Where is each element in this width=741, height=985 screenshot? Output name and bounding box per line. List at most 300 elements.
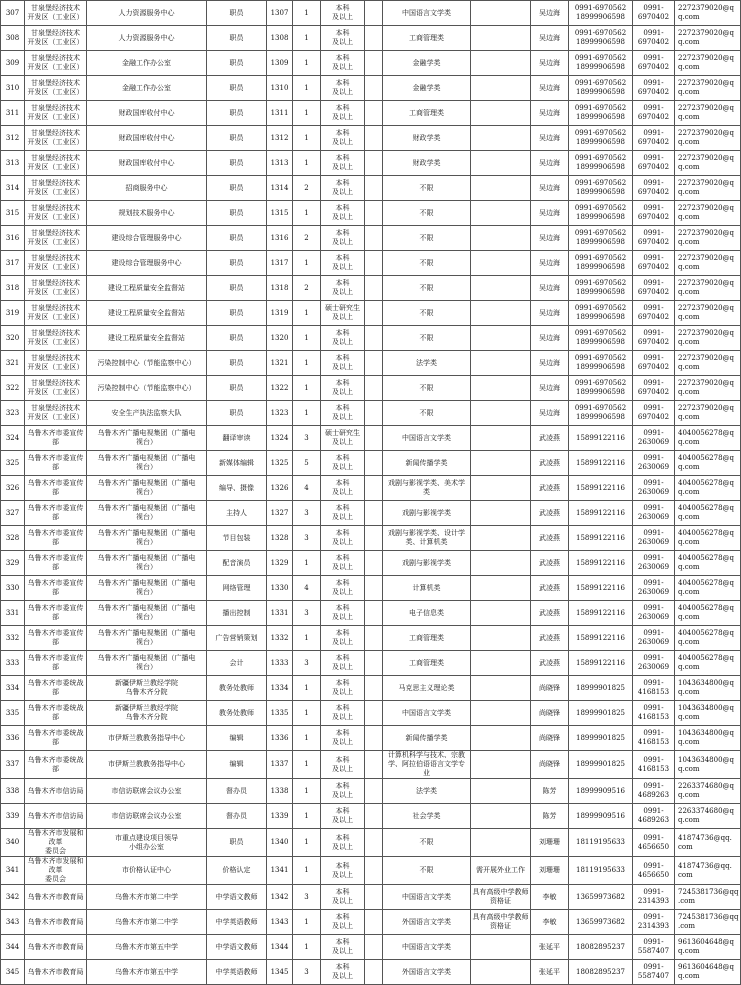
table-row — [1, 26, 741, 51]
other-requirements-cell — [471, 126, 531, 151]
headcount-cell: 1 — [293, 326, 321, 351]
row-number-cell: 336 — [1, 726, 25, 751]
degree-cell — [365, 401, 383, 426]
unit-cell: 乌鲁木齐广播电视集团（广播电 视台） — [87, 576, 207, 601]
email-cell: 4040056278@q q.com — [675, 551, 741, 576]
fax-cell: 0991- 2630069 — [633, 551, 675, 576]
position-code-cell: 1320 — [267, 326, 293, 351]
unit-cell: 市重点建设项目领导 小组办公室 — [87, 829, 207, 857]
contact-person-cell: 武凌燕 — [531, 626, 569, 651]
email-cell: 4040056278@q q.com — [675, 476, 741, 501]
degree-cell — [365, 526, 383, 551]
education-cell: 本科 及以上 — [321, 126, 365, 151]
department-cell: 甘泉堡经济技术 开发区（工业区） — [25, 176, 87, 201]
fax-cell: 0991- 5587407 — [633, 960, 675, 985]
fax-cell: 0991- 6970402 — [633, 176, 675, 201]
education-cell: 本科 及以上 — [321, 857, 365, 885]
table-row — [1, 626, 741, 651]
education-cell: 本科 及以上 — [321, 226, 365, 251]
table-row — [1, 51, 741, 76]
contact-phone-cell: 18119195633 — [569, 829, 633, 857]
major-cell: 中国语言文学类 — [383, 426, 471, 451]
row-number-cell: 308 — [1, 26, 25, 51]
email-cell: 2272379020@q q.com — [675, 326, 741, 351]
email-cell: 41874736@qq. com — [675, 829, 741, 857]
department-cell: 乌鲁木齐市委统战部 — [25, 751, 87, 779]
other-requirements-cell — [471, 376, 531, 401]
headcount-cell: 1 — [293, 726, 321, 751]
education-cell: 本科 及以上 — [321, 601, 365, 626]
degree-cell — [365, 426, 383, 451]
degree-cell — [365, 701, 383, 726]
unit-cell: 建设工程质量安全监督站 — [87, 326, 207, 351]
email-cell: 2272379020@q q.com — [675, 101, 741, 126]
unit-cell: 人力资源服务中心 — [87, 1, 207, 26]
position-cell: 翻译审读 — [207, 426, 267, 451]
row-number-cell: 307 — [1, 1, 25, 26]
contact-person-cell: 陈芳 — [531, 804, 569, 829]
department-cell: 甘泉堡经济技术 开发区（工业区） — [25, 401, 87, 426]
major-cell: 新闻传播学类 — [383, 451, 471, 476]
headcount-cell: 2 — [293, 176, 321, 201]
major-cell: 计算机类 — [383, 576, 471, 601]
headcount-cell: 1 — [293, 51, 321, 76]
contact-person-cell: 武凌燕 — [531, 451, 569, 476]
other-requirements-cell — [471, 701, 531, 726]
email-cell: 2272379020@q q.com — [675, 351, 741, 376]
major-cell: 中国语言文学类 — [383, 935, 471, 960]
position-cell: 职员 — [207, 76, 267, 101]
contact-phone-cell: 15899122116 — [569, 476, 633, 501]
unit-cell: 乌鲁木齐市第二中学 — [87, 885, 207, 910]
other-requirements-cell — [471, 804, 531, 829]
position-cell: 职员 — [207, 401, 267, 426]
table-row — [1, 326, 741, 351]
contact-person-cell: 李敏 — [531, 910, 569, 935]
contact-phone-cell: 0991-6970562 18999906598 — [569, 1, 633, 26]
degree-cell — [365, 1, 383, 26]
degree-cell — [365, 126, 383, 151]
email-cell: 2272379020@q q.com — [675, 26, 741, 51]
major-cell: 法学类 — [383, 351, 471, 376]
unit-cell: 乌鲁木齐市第二中学 — [87, 910, 207, 935]
fax-cell: 0991- 4689263 — [633, 804, 675, 829]
other-requirements-cell — [471, 1, 531, 26]
row-number-cell: 316 — [1, 226, 25, 251]
table-row — [1, 701, 741, 726]
other-requirements-cell — [471, 626, 531, 651]
row-number-cell: 310 — [1, 76, 25, 101]
position-code-cell: 1313 — [267, 151, 293, 176]
row-number-cell: 309 — [1, 51, 25, 76]
contact-person-cell: 尚晓锋 — [531, 676, 569, 701]
other-requirements-cell — [471, 401, 531, 426]
major-cell: 戏剧与影视学类、设计学 类、计算机类 — [383, 526, 471, 551]
major-cell: 中国语言文学类 — [383, 701, 471, 726]
unit-cell: 建设综合管理服务中心 — [87, 251, 207, 276]
other-requirements-cell — [471, 326, 531, 351]
contact-phone-cell: 18082895237 — [569, 935, 633, 960]
table-row — [1, 779, 741, 804]
fax-cell: 0991- 2630069 — [633, 451, 675, 476]
position-cell: 职员 — [207, 226, 267, 251]
email-cell: 2263374680@q q.com — [675, 779, 741, 804]
major-cell: 不限 — [383, 226, 471, 251]
department-cell: 甘泉堡经济技术 开发区（工业区） — [25, 251, 87, 276]
email-cell: 2272379020@q q.com — [675, 301, 741, 326]
contact-phone-cell: 15899122116 — [569, 526, 633, 551]
table-row — [1, 526, 741, 551]
fax-cell: 0991- 4168153 — [633, 701, 675, 726]
fax-cell: 0991- 2630069 — [633, 576, 675, 601]
position-cell: 职员 — [207, 26, 267, 51]
headcount-cell: 1 — [293, 201, 321, 226]
contact-person-cell: 吴边海 — [531, 326, 569, 351]
email-cell: 7245381736@qq .com — [675, 885, 741, 910]
contact-phone-cell: 13659973682 — [569, 885, 633, 910]
major-cell: 工商管理类 — [383, 26, 471, 51]
position-cell: 编导、摄像 — [207, 476, 267, 501]
headcount-cell: 1 — [293, 1, 321, 26]
department-cell: 乌鲁木齐市委宣传部 — [25, 501, 87, 526]
other-requirements-cell — [471, 251, 531, 276]
email-cell: 2272379020@q q.com — [675, 51, 741, 76]
contact-person-cell: 吴边海 — [531, 251, 569, 276]
contact-phone-cell: 18999909516 — [569, 804, 633, 829]
contact-person-cell: 吴边海 — [531, 226, 569, 251]
degree-cell — [365, 101, 383, 126]
unit-cell: 金融工作办公室 — [87, 76, 207, 101]
email-cell: 9613604648@q q.com — [675, 935, 741, 960]
fax-cell: 0991- 2630069 — [633, 526, 675, 551]
email-cell: 2272379020@q q.com — [675, 201, 741, 226]
fax-cell: 0991- 6970402 — [633, 126, 675, 151]
table-row — [1, 426, 741, 451]
row-number-cell: 338 — [1, 779, 25, 804]
position-cell: 职员 — [207, 326, 267, 351]
row-number-cell: 333 — [1, 651, 25, 676]
department-cell: 乌鲁木齐市委宣传部 — [25, 626, 87, 651]
fax-cell: 0991- 2630069 — [633, 601, 675, 626]
education-cell: 本科 及以上 — [321, 885, 365, 910]
department-cell: 甘泉堡经济技术 开发区（工业区） — [25, 151, 87, 176]
email-cell: 1043634800@q q.com — [675, 726, 741, 751]
education-cell: 本科 及以上 — [321, 1, 365, 26]
education-cell: 硕士研究生 及以上 — [321, 426, 365, 451]
fax-cell: 0991- 6970402 — [633, 151, 675, 176]
contact-person-cell: 吴边海 — [531, 26, 569, 51]
unit-cell: 乌鲁木齐广播电视集团（广播电 视台） — [87, 601, 207, 626]
education-cell: 本科 及以上 — [321, 251, 365, 276]
contact-phone-cell: 0991-6970562 18999906598 — [569, 76, 633, 101]
contact-phone-cell: 0991-6970562 18999906598 — [569, 276, 633, 301]
unit-cell: 财政国库收付中心 — [87, 126, 207, 151]
headcount-cell: 4 — [293, 576, 321, 601]
headcount-cell: 1 — [293, 301, 321, 326]
contact-person-cell: 吴边海 — [531, 151, 569, 176]
degree-cell — [365, 626, 383, 651]
other-requirements-cell — [471, 76, 531, 101]
major-cell: 法学类 — [383, 779, 471, 804]
email-cell: 7245381736@qq .com — [675, 910, 741, 935]
education-cell: 本科 及以上 — [321, 501, 365, 526]
unit-cell: 金融工作办公室 — [87, 51, 207, 76]
row-number-cell: 341 — [1, 857, 25, 885]
major-cell: 不限 — [383, 176, 471, 201]
contact-person-cell: 吴边海 — [531, 401, 569, 426]
contact-phone-cell: 0991-6970562 18999906598 — [569, 151, 633, 176]
headcount-cell: 3 — [293, 885, 321, 910]
row-number-cell: 315 — [1, 201, 25, 226]
fax-cell: 0991- 6970402 — [633, 76, 675, 101]
education-cell: 本科 及以上 — [321, 804, 365, 829]
unit-cell: 乌鲁木齐广播电视集团（广播电 视台） — [87, 626, 207, 651]
position-code-cell: 1333 — [267, 651, 293, 676]
headcount-cell: 1 — [293, 351, 321, 376]
unit-cell: 规划技术服务中心 — [87, 201, 207, 226]
contact-person-cell: 武凌燕 — [531, 426, 569, 451]
table-row — [1, 101, 741, 126]
fax-cell: 0991- 6970402 — [633, 326, 675, 351]
education-cell: 本科 及以上 — [321, 176, 365, 201]
department-cell: 乌鲁木齐市发展和改革 委员会 — [25, 829, 87, 857]
contact-phone-cell: 18999901825 — [569, 726, 633, 751]
unit-cell: 招商服务中心 — [87, 176, 207, 201]
degree-cell — [365, 726, 383, 751]
other-requirements-cell: 需开展外业工作 — [471, 857, 531, 885]
education-cell: 本科 及以上 — [321, 626, 365, 651]
other-requirements-cell — [471, 151, 531, 176]
education-cell: 本科 及以上 — [321, 51, 365, 76]
other-requirements-cell — [471, 276, 531, 301]
education-cell: 本科 及以上 — [321, 551, 365, 576]
row-number-cell: 332 — [1, 626, 25, 651]
major-cell: 不限 — [383, 276, 471, 301]
contact-phone-cell: 15899122116 — [569, 651, 633, 676]
fax-cell: 0991- 6970402 — [633, 376, 675, 401]
contact-phone-cell: 0991-6970562 18999906598 — [569, 201, 633, 226]
other-requirements-cell: 具有高级中学教师资格证 — [471, 885, 531, 910]
other-requirements-cell — [471, 301, 531, 326]
position-code-cell: 1336 — [267, 726, 293, 751]
unit-cell: 市价格认证中心 — [87, 857, 207, 885]
headcount-cell: 3 — [293, 501, 321, 526]
position-code-cell: 1327 — [267, 501, 293, 526]
table-row — [1, 276, 741, 301]
education-cell: 本科 及以上 — [321, 151, 365, 176]
contact-phone-cell: 15899122116 — [569, 501, 633, 526]
headcount-cell: 1 — [293, 551, 321, 576]
fax-cell: 0991- 5587407 — [633, 935, 675, 960]
education-cell: 本科 及以上 — [321, 779, 365, 804]
contact-phone-cell: 18999901825 — [569, 701, 633, 726]
degree-cell — [365, 804, 383, 829]
education-cell: 本科 及以上 — [321, 576, 365, 601]
email-cell: 2272379020@q q.com — [675, 401, 741, 426]
position-cell: 督办员 — [207, 779, 267, 804]
other-requirements-cell — [471, 526, 531, 551]
table-row — [1, 804, 741, 829]
contact-person-cell: 尚晓锋 — [531, 701, 569, 726]
row-number-cell: 320 — [1, 326, 25, 351]
major-cell: 不限 — [383, 201, 471, 226]
email-cell: 2272379020@q q.com — [675, 276, 741, 301]
department-cell: 乌鲁木齐市委宣传部 — [25, 426, 87, 451]
contact-person-cell: 张延平 — [531, 935, 569, 960]
unit-cell: 财政国库收付中心 — [87, 151, 207, 176]
headcount-cell: 1 — [293, 76, 321, 101]
position-code-cell: 1329 — [267, 551, 293, 576]
fax-cell: 0991- 6970402 — [633, 301, 675, 326]
department-cell: 乌鲁木齐市教育局 — [25, 935, 87, 960]
table-row — [1, 401, 741, 426]
contact-phone-cell: 0991-6970562 18999906598 — [569, 351, 633, 376]
position-code-cell: 1319 — [267, 301, 293, 326]
position-code-cell: 1342 — [267, 885, 293, 910]
major-cell: 财政学类 — [383, 126, 471, 151]
other-requirements-cell — [471, 960, 531, 985]
education-cell: 本科 及以上 — [321, 526, 365, 551]
contact-phone-cell: 0991-6970562 18999906598 — [569, 101, 633, 126]
other-requirements-cell — [471, 676, 531, 701]
fax-cell: 0991- 4656650 — [633, 857, 675, 885]
position-cell: 新媒体编辑 — [207, 451, 267, 476]
position-cell: 价格认定 — [207, 857, 267, 885]
row-number-cell: 334 — [1, 676, 25, 701]
contact-person-cell: 吴边海 — [531, 276, 569, 301]
table-row — [1, 751, 741, 779]
fax-cell: 0991- 4168153 — [633, 751, 675, 779]
table-row — [1, 376, 741, 401]
degree-cell — [365, 376, 383, 401]
major-cell: 戏剧与影视学类、美术学 类 — [383, 476, 471, 501]
email-cell: 2272379020@q q.com — [675, 76, 741, 101]
contact-person-cell: 武凌燕 — [531, 601, 569, 626]
major-cell: 不限 — [383, 251, 471, 276]
row-number-cell: 328 — [1, 526, 25, 551]
position-code-cell: 1332 — [267, 626, 293, 651]
department-cell: 乌鲁木齐市教育局 — [25, 960, 87, 985]
email-cell: 4040056278@q q.com — [675, 426, 741, 451]
contact-person-cell: 陈芳 — [531, 779, 569, 804]
headcount-cell: 1 — [293, 126, 321, 151]
position-cell: 节目包装 — [207, 526, 267, 551]
contact-phone-cell: 0991-6970562 18999906598 — [569, 176, 633, 201]
other-requirements-cell — [471, 751, 531, 779]
table-row — [1, 726, 741, 751]
unit-cell: 建设工程质量安全监督站 — [87, 301, 207, 326]
other-requirements-cell — [471, 176, 531, 201]
contact-phone-cell: 15899122116 — [569, 451, 633, 476]
table-row — [1, 960, 741, 985]
contact-phone-cell: 0991-6970562 18999906598 — [569, 226, 633, 251]
email-cell: 4040056278@q q.com — [675, 626, 741, 651]
position-code-cell: 1331 — [267, 601, 293, 626]
row-number-cell: 335 — [1, 701, 25, 726]
degree-cell — [365, 910, 383, 935]
email-cell: 4040056278@q q.com — [675, 451, 741, 476]
email-cell: 2272379020@q q.com — [675, 1, 741, 26]
contact-phone-cell: 15899122116 — [569, 426, 633, 451]
education-cell: 本科 及以上 — [321, 351, 365, 376]
department-cell: 甘泉堡经济技术 开发区（工业区） — [25, 301, 87, 326]
degree-cell — [365, 829, 383, 857]
department-cell: 乌鲁木齐市信访局 — [25, 779, 87, 804]
email-cell: 4040056278@q q.com — [675, 601, 741, 626]
contact-person-cell: 吴边海 — [531, 76, 569, 101]
other-requirements-cell — [471, 501, 531, 526]
table-row — [1, 910, 741, 935]
other-requirements-cell — [471, 651, 531, 676]
headcount-cell: 3 — [293, 651, 321, 676]
department-cell: 乌鲁木齐市委宣传部 — [25, 551, 87, 576]
education-cell: 本科 及以上 — [321, 910, 365, 935]
position-code-cell: 1308 — [267, 26, 293, 51]
department-cell: 甘泉堡经济技术 开发区（工业区） — [25, 76, 87, 101]
contact-person-cell: 吴边海 — [531, 101, 569, 126]
unit-cell: 乌鲁木齐市第五中学 — [87, 960, 207, 985]
row-number-cell: 317 — [1, 251, 25, 276]
department-cell: 乌鲁木齐市委统战部 — [25, 726, 87, 751]
other-requirements-cell — [471, 351, 531, 376]
headcount-cell: 3 — [293, 960, 321, 985]
position-code-cell: 1338 — [267, 779, 293, 804]
degree-cell — [365, 779, 383, 804]
contact-phone-cell: 0991-6970562 18999906598 — [569, 376, 633, 401]
position-code-cell: 1339 — [267, 804, 293, 829]
table-row — [1, 176, 741, 201]
position-cell: 职员 — [207, 176, 267, 201]
unit-cell: 乌鲁木齐广播电视集团（广播电 视台） — [87, 526, 207, 551]
education-cell: 本科 及以上 — [321, 376, 365, 401]
headcount-cell: 1 — [293, 910, 321, 935]
row-number-cell: 345 — [1, 960, 25, 985]
education-cell: 本科 及以上 — [321, 960, 365, 985]
position-code-cell: 1334 — [267, 676, 293, 701]
headcount-cell: 5 — [293, 451, 321, 476]
table-row — [1, 151, 741, 176]
education-cell: 本科 及以上 — [321, 401, 365, 426]
email-cell: 4040056278@q q.com — [675, 501, 741, 526]
contact-phone-cell: 15899122116 — [569, 601, 633, 626]
position-cell: 中学语文教师 — [207, 885, 267, 910]
table-row — [1, 885, 741, 910]
position-cell: 教务处教师 — [207, 676, 267, 701]
headcount-cell: 3 — [293, 601, 321, 626]
other-requirements-cell — [471, 26, 531, 51]
unit-cell: 市信访联席会议办公室 — [87, 804, 207, 829]
table-row — [1, 201, 741, 226]
email-cell: 1043634800@q q.com — [675, 676, 741, 701]
table-row — [1, 601, 741, 626]
fax-cell: 0991- 6970402 — [633, 276, 675, 301]
email-cell: 9613604648@q q.com — [675, 960, 741, 985]
fax-cell: 0991- 6970402 — [633, 1, 675, 26]
position-code-cell: 1324 — [267, 426, 293, 451]
degree-cell — [365, 26, 383, 51]
contact-person-cell: 武凌燕 — [531, 651, 569, 676]
department-cell: 乌鲁木齐市委统战部 — [25, 701, 87, 726]
position-code-cell: 1325 — [267, 451, 293, 476]
other-requirements-cell — [471, 101, 531, 126]
unit-cell: 乌鲁木齐广播电视集团（广播电 视台） — [87, 451, 207, 476]
position-code-cell: 1318 — [267, 276, 293, 301]
major-cell: 电子信息类 — [383, 601, 471, 626]
table-row — [1, 1, 741, 26]
contact-person-cell: 武凌燕 — [531, 501, 569, 526]
position-code-cell: 1310 — [267, 76, 293, 101]
department-cell: 乌鲁木齐市委宣传部 — [25, 576, 87, 601]
